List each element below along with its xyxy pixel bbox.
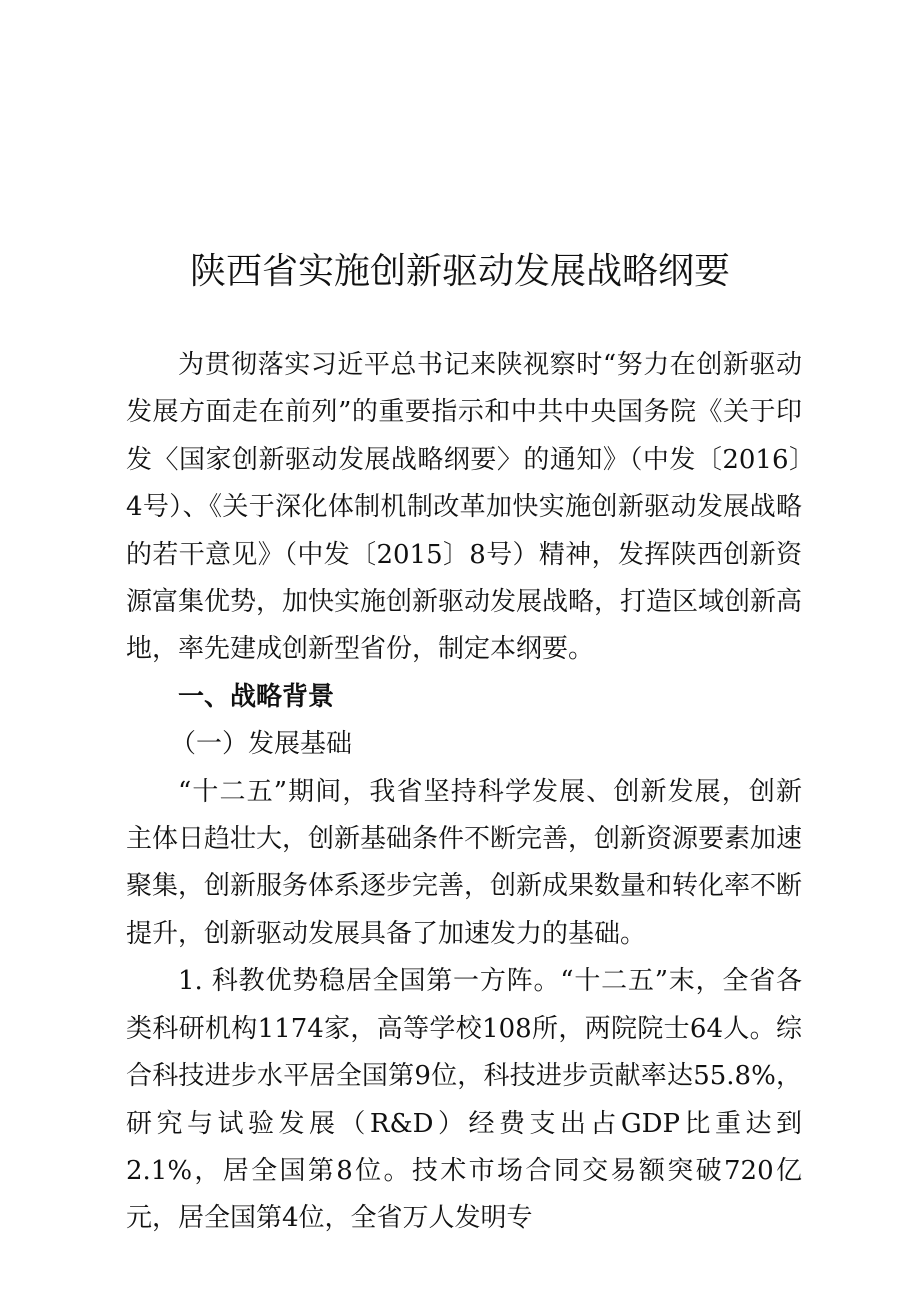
- intro-paragraph: 为贯彻落实习近平总书记来陕视察时“努力在创新驱动发展方面走在前列”的重要指示和中共中央国务院《关于印发〈国家创新驱动发展战略纲要〉的通知》（中发〔2016〕4号）、《关于深化体制机制改革加快实施创新驱动发展战略的若干意见》（中发〔2015〕8号）精神，发挥陕西创新资源富集优势，加快实施创新驱动发展战略，打造区域创新高地，率先建成创新型省份，制定本纲要。: [126, 350, 803, 665]
- document-body: [126, 342, 802, 1243]
- foundation-paragraph: “十二五”期间，我省坚持科学发展、创新发展，创新主体日趋壮大，创新基础条件不断完善，创新资源要素加速聚集，创新服务体系逐步完善，创新成果数量和转化率不断提升，创新驱动发展具备了加速发力的基础。: [126, 776, 803, 949]
- point-1-paragraph: 1. 科教优势稳居全国第一方阵。“十二五”末，全省各类科研机构1174家，高等学校108所，两院院士64人。综合科技进步水平居全国第9位，科技进步贡献率达55.8%，研究与试验发展（R&D）经费支出占GDP比重达到2.1%，居全国第8位。技术市场合同交易额突破720亿元，居全国第4位，全省万人发明专: [126, 966, 802, 1234]
- section-heading-strategy-background: 一、战略背景: [178, 681, 335, 712]
- document-title: 陕西省实施创新驱动发展战略纲要: [189, 251, 730, 292]
- subsection-heading-development-foundation: （一）发展基础: [170, 729, 353, 760]
